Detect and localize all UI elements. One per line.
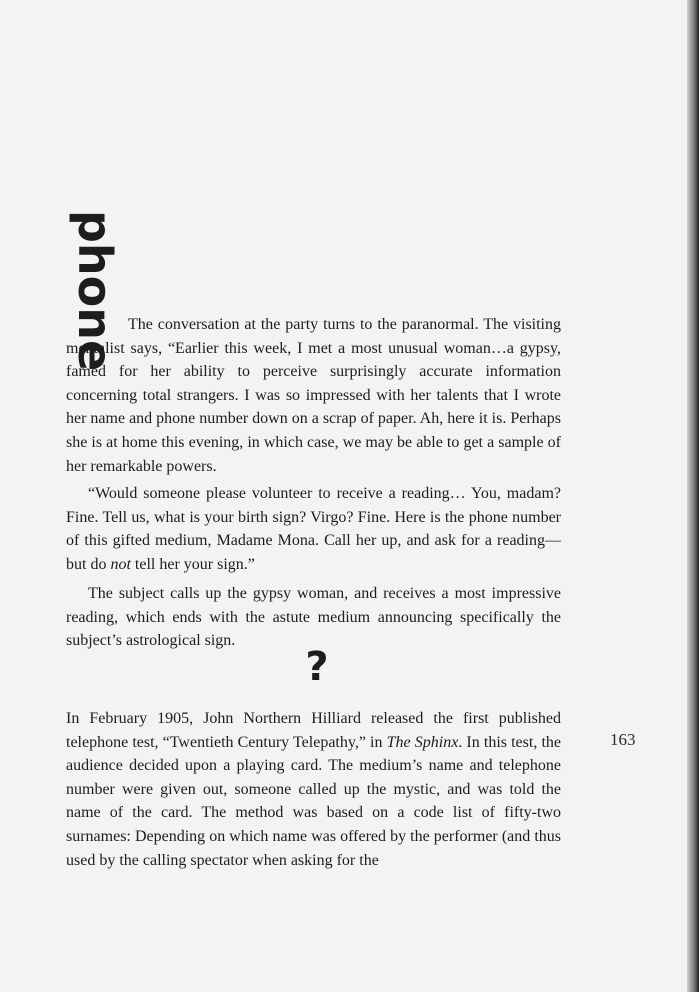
phone-logo-text: phone bbox=[68, 210, 122, 372]
paragraph-history bbox=[66, 707, 561, 872]
bleed-through-text bbox=[66, 86, 586, 246]
publication-title: The Sphinx bbox=[386, 733, 459, 751]
paragraph-history-text-end: . In this test, the audience decided upon a playing card. The medium’s name and telephone number were given out, someone called up the mystic, and was told the name of the card. The method was based on a code list of fifty-two surnames: Depending on which name was offered by the performer (and thus used by the calling spectator when asking for the bbox=[66, 733, 561, 869]
paragraph-history-text-start: In February 1905, John Northern Hilliard released the first published telephone test, “Twentieth Century Telepathy,” in bbox=[66, 710, 561, 751]
question-mark-divider: ? bbox=[305, 644, 329, 690]
paragraph-party-scene-text: The conversation at the party turns to the paranormal. The visiting mentalist says, “Earlier this week, I met a most unusual woman…a gypsy, famed for her ability to perceive surprisingly accurate information concerning total strangers. I was so impressed with her talents that I wrote her name and phone number down on a scrap of paper. Ah, here it is. Perhaps she is at home this evening, in which case, we may be able to get a sample of her remarkable powers. bbox=[66, 316, 561, 475]
paragraph-reading: The subject calls up the gypsy woman, and receives a most impressive reading, which ends with the astute medium announcing specifically the subject’s astrological sign. bbox=[66, 585, 561, 650]
paragraph-volunteer-text-end: tell her your sign.” bbox=[130, 555, 255, 573]
paragraph-volunteer-emphasis: not bbox=[110, 555, 131, 573]
paragraph-volunteer-text-start: “Would someone please volunteer to receive a reading… You, madam? Fine. Tell us, what is your birth sign? Virgo? Fine. Here is the phone number of this gifted medium, Madame Mona. Call her up, and ask for a reading—but do bbox=[66, 485, 561, 573]
paragraph-party-scene bbox=[66, 313, 561, 478]
page-edge-shadow bbox=[687, 0, 699, 992]
page-number: 163 bbox=[610, 730, 636, 749]
paragraph-volunteer bbox=[66, 482, 561, 576]
